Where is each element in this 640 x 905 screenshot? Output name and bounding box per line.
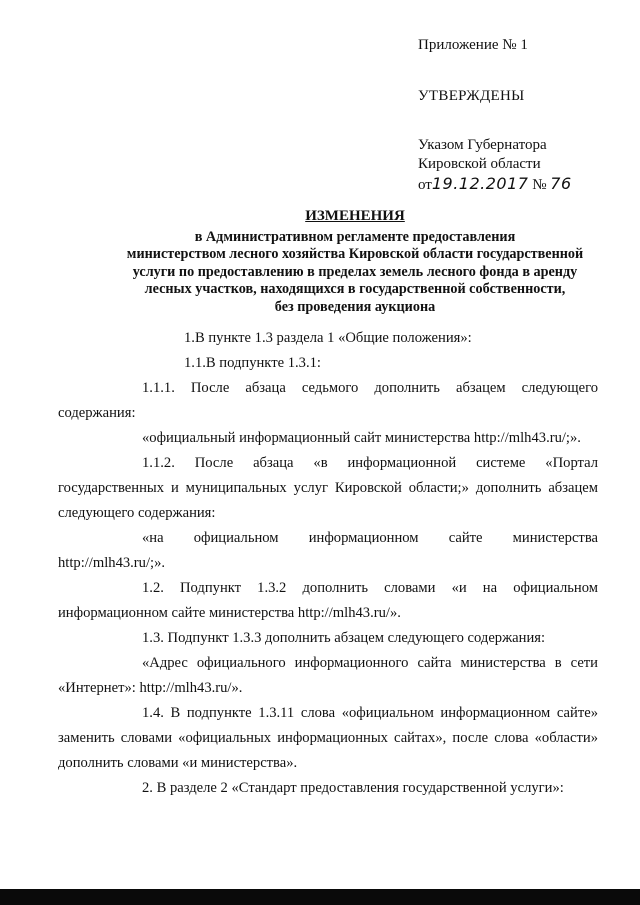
paragraph-1-1 (100, 351, 598, 376)
handwritten-number: 76 (550, 174, 572, 193)
paragraph-1-1-1: 1.1.1. После абзаца седьмого дополнить абзацем следующего содержания: (58, 380, 598, 421)
paragraph-1-2: 1.2. Подпункт 1.3.2 дополнить словами «и на официальном информационном сайте министерства http://mlh43.ru/». (58, 580, 598, 621)
document-body (58, 326, 598, 801)
decree-line-2: Кировской области (418, 156, 541, 172)
title-line-1: в Административном регламенте предоставления (194, 228, 516, 245)
title-line-3: услуги по предоставлению в пределах земель лесного фонда в аренду (132, 263, 578, 280)
paragraph-1-1-text: В подпункте 1.3.1: (205, 355, 321, 371)
approved-heading: УТВЕРЖДЕНЫ (418, 88, 525, 104)
paragraph-quote-2: «на официальном информационном сайте министерства http://mlh43.ru/;». (58, 530, 598, 571)
handwritten-date: 19.12.2017 (431, 174, 529, 193)
scan-edge-bar (0, 889, 640, 905)
paragraph-1-1-number: 1.1. (184, 355, 206, 371)
title-heading: ИЗМЕНЕНИЯ (305, 208, 405, 224)
paragraph-1-1-2: 1.1.2. После абзаца «в информационной системе «Портал государственных и муниципальных услуг Кировской области;» дополнить абзацем следующего содержания: (58, 455, 598, 521)
title-line-4: лесных участков, находящихся в государственной собственности, (144, 281, 566, 298)
decree-line-1: Указом Губернатора (418, 137, 547, 153)
paragraph-1-4: 1.4. В подпункте 1.3.11 слова «официальном информационном сайте» заменить словами «официальных информационных сайтах», после слова «области» дополнить словами «и министерства». (58, 705, 598, 771)
paragraph-quote-1: «официальный информационный сайт министерства http://mlh43.ru/;». (142, 430, 581, 446)
paragraph-1 (100, 326, 598, 351)
title-line-5: без проведения аукциона (274, 298, 436, 315)
paragraph-1-number: 1. (184, 330, 195, 346)
approval-block (418, 36, 618, 195)
paragraph-1-3: 1.3. Подпункт 1.3.3 дополнить абзацем следующего содержания: (142, 630, 546, 646)
date-prefix: от (418, 177, 432, 193)
paragraph-quote-3: «Адрес официального информационного сайта министерства в сети «Интернет»: http://mlh43.ru/». (58, 655, 598, 696)
document-title (95, 208, 615, 317)
number-prefix: № (532, 177, 547, 193)
appendix-number: Приложение № 1 (418, 37, 528, 53)
paragraph-2: 2. В разделе 2 «Стандарт предоставления государственной услуги»: (142, 780, 564, 796)
paragraph-1-text: В пункте 1.3 раздела 1 «Общие положения»: (194, 330, 472, 346)
title-line-2: министерством лесного хозяйства Кировской области государственной (126, 246, 584, 263)
decree-date-line (418, 174, 618, 195)
